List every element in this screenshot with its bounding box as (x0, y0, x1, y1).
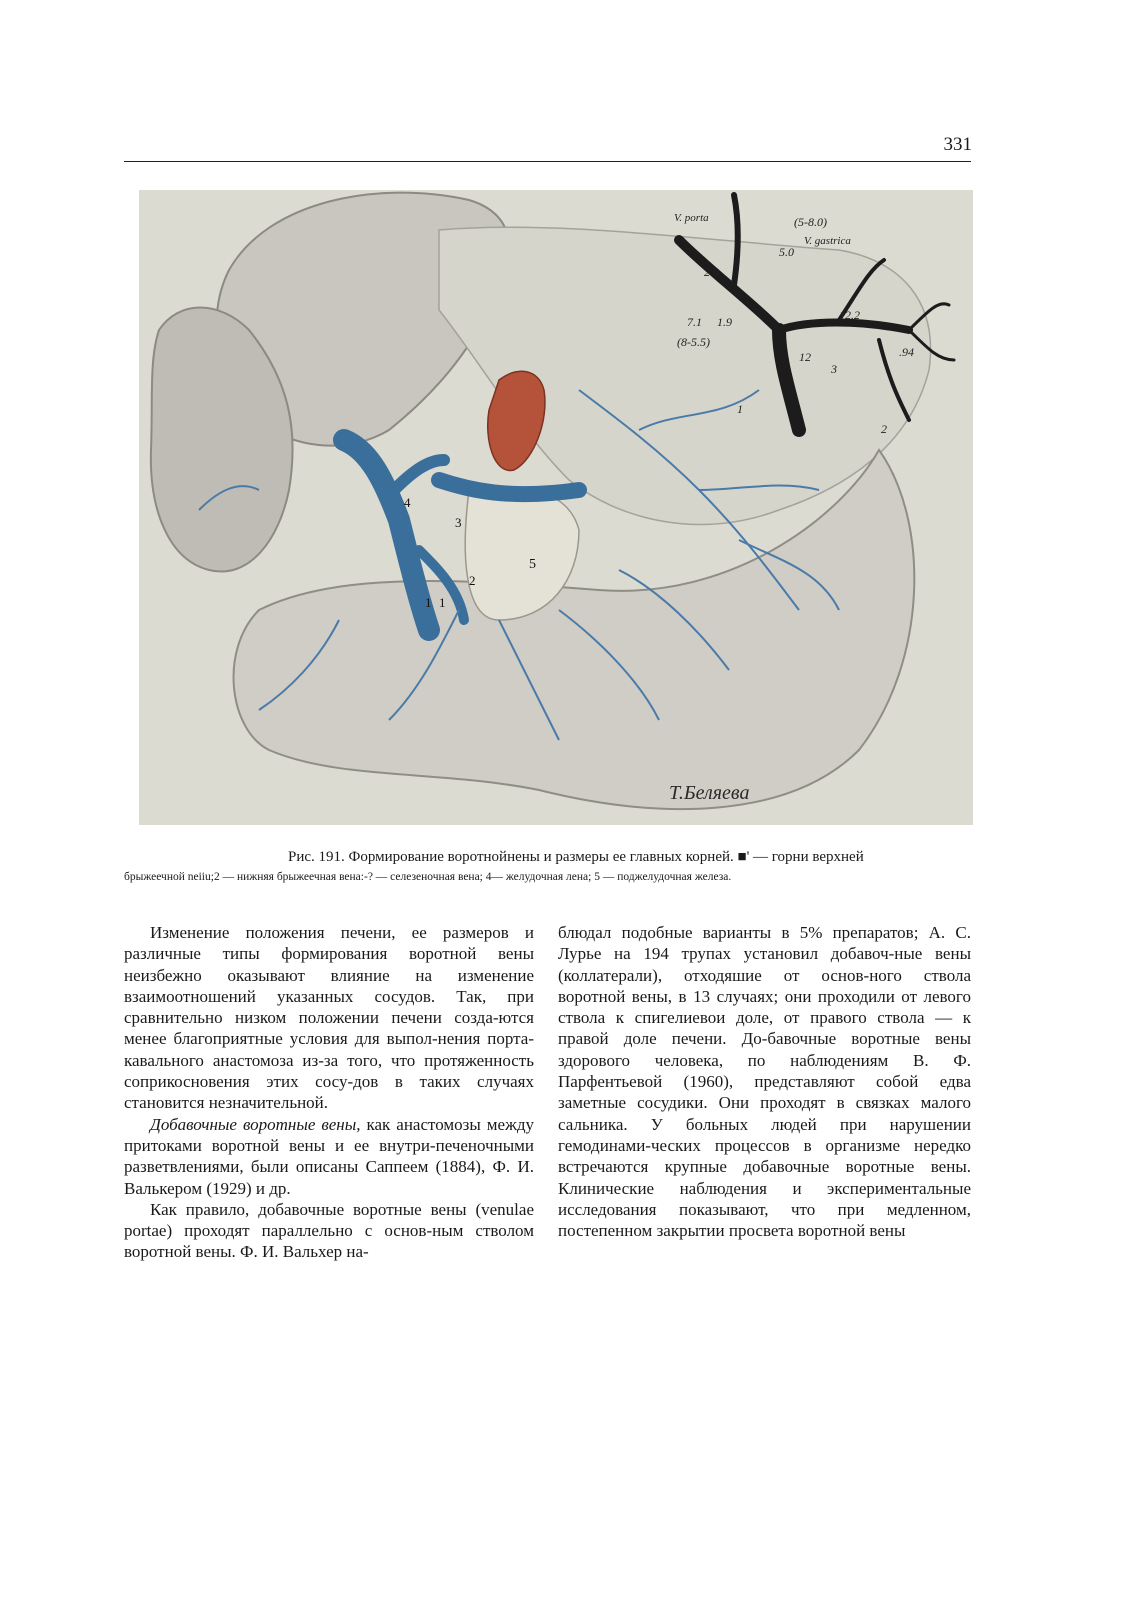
paragraph: Изменение положения печени, ее размеров и различные типы формирования воротной вены неизбежно оказывают влияние на изменение взаимоотношений указанных сосудов. Так, при сравнительно низком положении печени созда-ются менее благоприятные условия для выпол-нения порта-кавального анастомоза из-за того, что протяженность соприкосновения этих сосу-дов в таких случаях становится незначительной. (124, 923, 534, 1113)
vessel-label: V. gastrica (804, 235, 851, 247)
measure-label: 12 (799, 350, 811, 364)
measure-label: 2 (881, 422, 887, 436)
anatomical-illustration (139, 190, 973, 825)
measure-label: 1.9 (717, 315, 732, 329)
measure-label: 7.1 (687, 315, 702, 329)
figure-label: 1 (425, 595, 432, 610)
paragraph: блюдал подобные варианты в 5% препаратов; А. С. Лурье на 194 трупах установил добавоч-ные вены (коллатерали), отходяшие от основ-ного ствола воротной вены, в 13 случаях; они проходили от левого ствола к спигелиевои доле, от правого ствола — к правой доле печени. До-бавочные воротные вены здорового человека, по наблюдениям В. Ф. Парфентьевой (1960), представляют собой едва заметные сосудики. Они проходят в связках малого сальника. У больных людей при нарушении гемодинами-ческих процессов в организме нередко встречаются крупные добавочные воротные вены. Клинические наблюдения и экспериментальные исследования показывают, что при медленном, постепенном закрытии просвета воротной вены (558, 923, 971, 1241)
measure-label: 2.0 (704, 265, 719, 279)
figure-label: 3 (455, 515, 462, 530)
measure-label: 3 (831, 362, 837, 376)
figure-label: 5 (529, 557, 536, 572)
right-column (558, 922, 971, 1241)
measure-label: 12.2 (839, 308, 860, 322)
page-number: 331 (943, 134, 972, 155)
caption-line-1: Рис. 191. Формирование воротнойнены и размеры ее главных корней. ■' — горни верхней (288, 849, 864, 865)
measure-label: (8-5.5) (677, 335, 710, 349)
measure-label: 5.0 (779, 245, 794, 259)
paragraph-text: как анастомозы между притоками воротной вены и ее внутри-печеночными разветвлениями, были описаны Саппеем (1884), Ф. И. Валькером (1929) и др. (124, 1114, 534, 1198)
measure-label: 1 (737, 402, 743, 416)
left-column (124, 922, 534, 1263)
paragraph: Как правило, добавочные воротные вены (venulae portae) проходят параллельно с основ-ным стволом воротной вены. Ф. И. Вальхер на- (124, 1199, 534, 1262)
illustrator-signature: Т.Беляева (669, 782, 750, 804)
figure-label: 1 (439, 595, 446, 610)
vessel-label: V. porta (674, 212, 709, 224)
italic-term: Добавочные воротные вены, (150, 1114, 361, 1134)
header-rule (124, 161, 971, 162)
caption-line-2: брыжеечной neiiu;2 — нижняя брыжеечная вена:-? — селезеночная вена; 4— желудочная лена; 5 — поджелудочная железа. (124, 871, 732, 883)
figure-caption (124, 847, 971, 887)
measure-label: .94 (899, 345, 914, 359)
figure-label: 4 (404, 495, 411, 510)
measure-label: (5-8.0) (794, 215, 827, 229)
figure-label: 2 (469, 573, 476, 588)
paragraph (124, 1114, 534, 1199)
anatomical-figure (139, 190, 973, 825)
